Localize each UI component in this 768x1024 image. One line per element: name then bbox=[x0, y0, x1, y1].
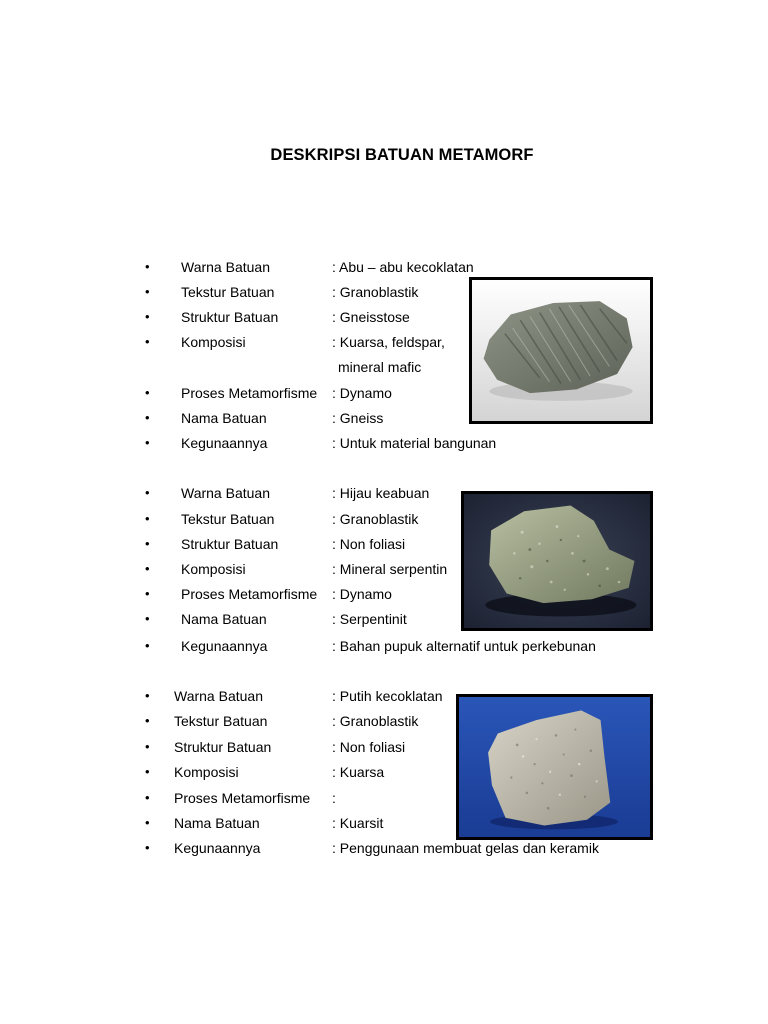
item-value: : bbox=[332, 790, 336, 806]
item-label: Komposisi bbox=[174, 764, 239, 780]
bullet: • bbox=[145, 410, 150, 425]
bullet: • bbox=[145, 739, 150, 754]
quartzite-rock-illustration bbox=[459, 697, 650, 837]
item-value: : Untuk material bangunan bbox=[332, 435, 497, 451]
bullet: • bbox=[145, 815, 150, 830]
item-value: : Dynamo bbox=[332, 385, 392, 401]
bullet: • bbox=[145, 790, 150, 805]
bullet: • bbox=[145, 485, 150, 500]
item-label: Komposisi bbox=[181, 334, 246, 350]
item-value: : Putih kecoklatan bbox=[332, 688, 443, 704]
gneiss-rock-illustration bbox=[472, 280, 650, 421]
item-value: : Mineral serpentin bbox=[332, 561, 448, 577]
item-label: Struktur Batuan bbox=[174, 739, 272, 755]
item-value: : Non foliasi bbox=[332, 739, 406, 755]
item-value: : Serpentinit bbox=[332, 611, 407, 627]
quartzite-rock-image bbox=[456, 694, 653, 840]
bullet: • bbox=[145, 536, 150, 551]
item-label: Warna Batuan bbox=[174, 688, 263, 704]
item-label: Komposisi bbox=[181, 561, 246, 577]
item-label: Struktur Batuan bbox=[181, 536, 279, 552]
item-label: Nama Batuan bbox=[181, 611, 267, 627]
item-value: : Non foliasi bbox=[332, 536, 406, 552]
bullet: • bbox=[145, 259, 150, 274]
bullet: • bbox=[145, 385, 150, 400]
bullet: • bbox=[145, 511, 150, 526]
item-label: Nama Batuan bbox=[174, 815, 260, 831]
item-value: : Kuarsa bbox=[332, 764, 385, 780]
item-value: : Dynamo bbox=[332, 586, 392, 602]
item-label: Tekstur Batuan bbox=[181, 284, 275, 300]
item-value: : Hijau keabuan bbox=[332, 485, 430, 501]
item-label: Kegunaannya bbox=[181, 435, 268, 451]
bullet: • bbox=[145, 840, 150, 855]
item-value: : Granoblastik bbox=[332, 713, 419, 729]
item-label: Proses Metamorfisme bbox=[174, 790, 311, 806]
item-label: Proses Metamorfisme bbox=[181, 586, 318, 602]
item-value: : Penggunaan membuat gelas dan keramik bbox=[332, 840, 599, 856]
serpentinite-rock-image bbox=[461, 491, 653, 631]
gneiss-rock-image bbox=[469, 277, 653, 424]
bullet: • bbox=[145, 688, 150, 703]
bullet: • bbox=[145, 713, 150, 728]
bullet: • bbox=[145, 561, 150, 576]
serpentinite-rock-illustration bbox=[464, 494, 650, 628]
item-label: Kegunaannya bbox=[174, 840, 261, 856]
item-value: : Granoblastik bbox=[332, 511, 419, 527]
page-title: DESKRIPSI BATUAN METAMORF bbox=[270, 146, 534, 164]
item-value: : Granoblastik bbox=[332, 284, 419, 300]
item-label: Warna Batuan bbox=[181, 485, 270, 501]
bullet: • bbox=[145, 586, 150, 601]
item-label: Nama Batuan bbox=[181, 410, 267, 426]
item-label: Tekstur Batuan bbox=[181, 511, 275, 527]
bullet: • bbox=[145, 435, 150, 450]
item-label: Struktur Batuan bbox=[181, 309, 279, 325]
item-value: : Kuarsit bbox=[332, 815, 384, 831]
item-value: : Bahan pupuk alternatif untuk perkebunan bbox=[332, 638, 596, 654]
bullet: • bbox=[145, 284, 150, 299]
bullet: • bbox=[145, 611, 150, 626]
item-label: Proses Metamorfisme bbox=[181, 385, 318, 401]
item-label: Warna Batuan bbox=[181, 259, 270, 275]
item-value: : Abu – abu kecoklatan bbox=[332, 259, 474, 275]
item-value: : Gneiss bbox=[332, 410, 384, 426]
item-value: : Kuarsa, feldspar, bbox=[332, 334, 445, 350]
bullet: • bbox=[145, 334, 150, 349]
bullet: • bbox=[145, 638, 150, 653]
bullet: • bbox=[145, 764, 150, 779]
item-label: Tekstur Batuan bbox=[174, 713, 268, 729]
bullet: • bbox=[145, 309, 150, 324]
item-label: Kegunaannya bbox=[181, 638, 268, 654]
item-value: : Gneisstose bbox=[332, 309, 410, 325]
item-value: mineral mafic bbox=[338, 359, 422, 375]
